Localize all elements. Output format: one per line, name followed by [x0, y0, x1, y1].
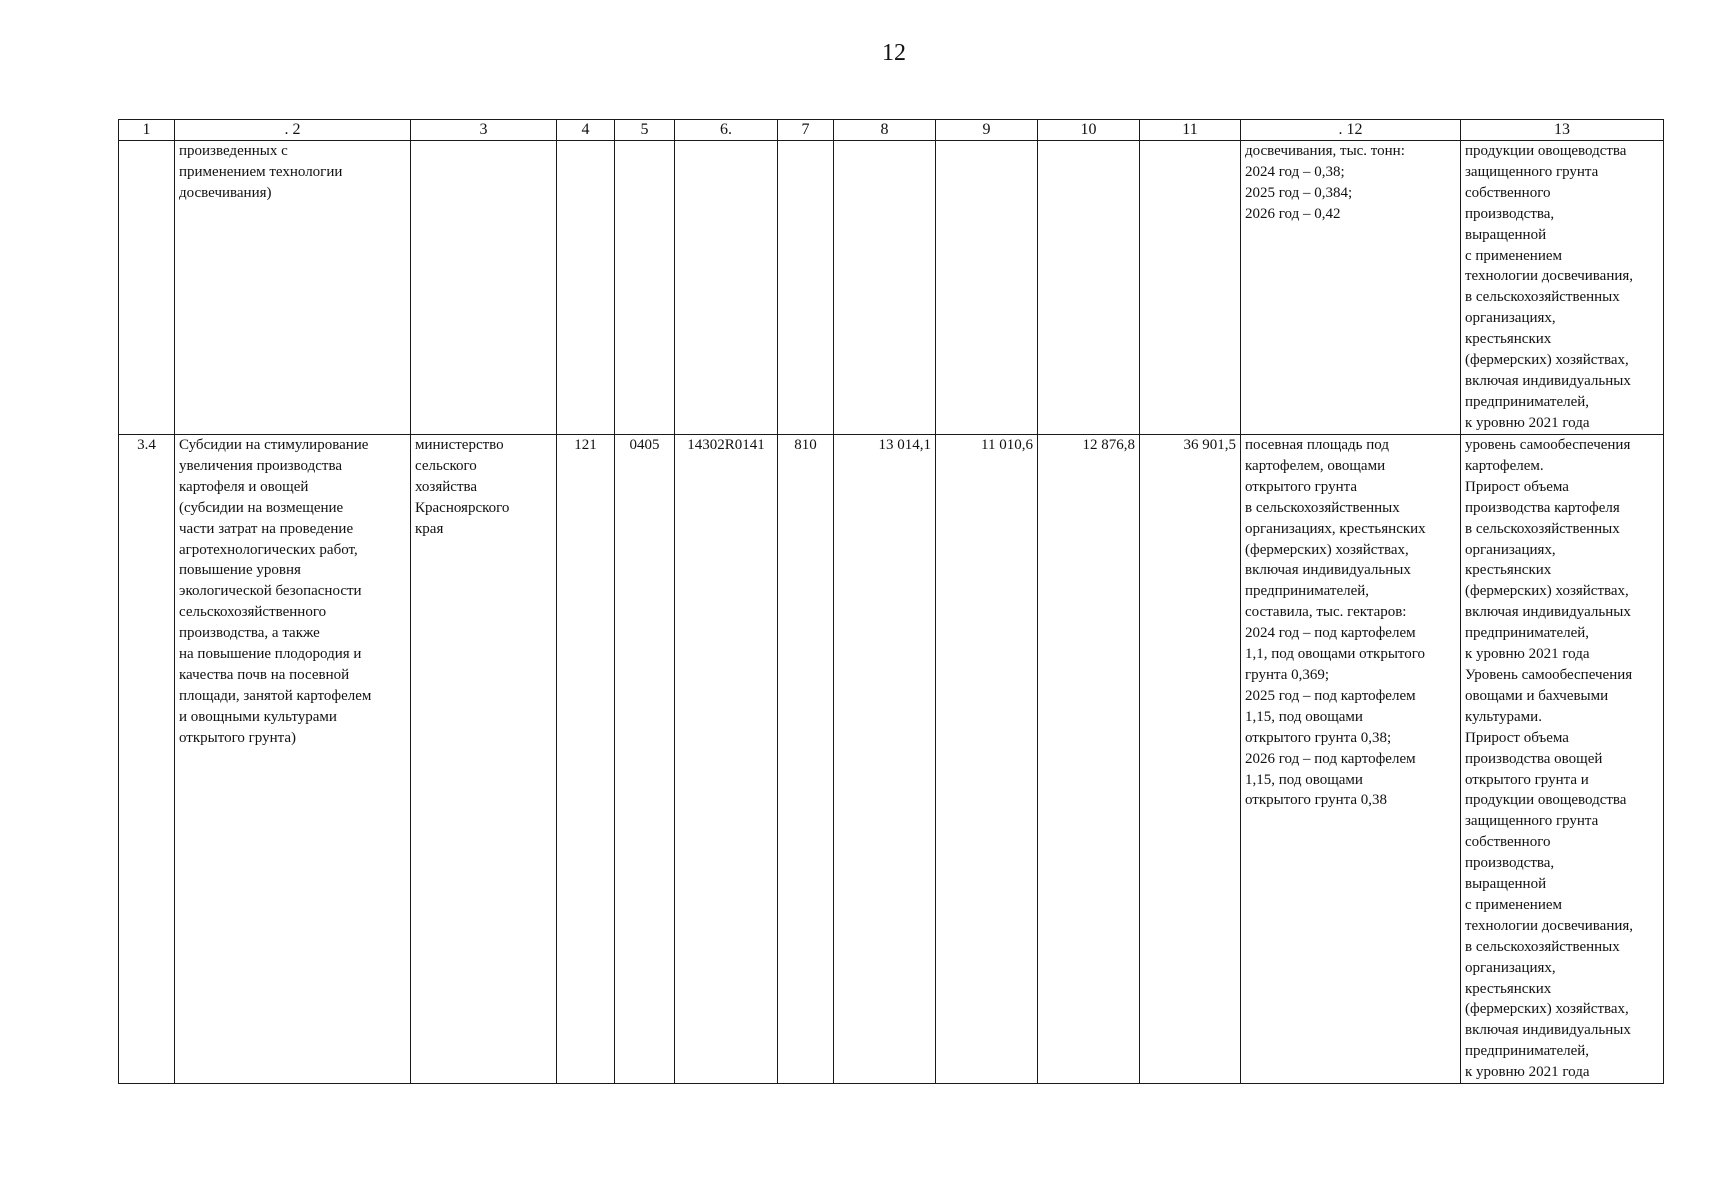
- cell-executor: [411, 141, 557, 435]
- header-col-8: 8: [834, 120, 936, 141]
- header-col-5: 5: [615, 120, 675, 141]
- table-row: [119, 141, 1664, 435]
- cell-executor: министерство сельского хозяйства Красноярского края: [411, 435, 557, 1084]
- cell-csr: 14302R0141: [675, 435, 778, 1084]
- cell-indicator-link: продукции овощеводства защищенного грунта собственного производства, выращенной с применением технологии досвечивания, в сельскохозяйственных организациях, крестьянских (фермерских) хозяйствах, включая индивидуальных предпринимателей, к уровню 2021 года: [1461, 141, 1664, 435]
- header-col-1: 1: [119, 120, 175, 141]
- header-col-7: 7: [778, 120, 834, 141]
- cell-amount-2026: 12 876,8: [1038, 435, 1140, 1084]
- header-col-13: 13: [1461, 120, 1664, 141]
- header-col-12: . 12: [1241, 120, 1461, 141]
- table-row: [119, 435, 1664, 1084]
- cell-amount-2025: 11 010,6: [936, 435, 1038, 1084]
- header-col-3: 3: [411, 120, 557, 141]
- cell-indicator-link: уровень самообеспечения картофелем. Прирост объема производства картофеля в сельскохозяйственных организациях, крестьянских (фермерских) хозяйствах, включая индивидуальных предпринимателей, к уровню 2021 года Уровень самообеспечения овощами и бахчевыми культурами. Прирост объема производства овощей открытого грунта и продукции овощеводства защищенного грунта собственного производства, выращенной с применением технологии досвечивания, в сельскохозяйственных организациях, крестьянских (фермерских) хозяйствах, включая индивидуальных предпринимателей, к уровню 2021 года: [1461, 435, 1664, 1084]
- header-col-2: . 2: [175, 120, 411, 141]
- cell-amount-2024: [834, 141, 936, 435]
- cell-amount-total: [1140, 141, 1241, 435]
- header-col-9: 9: [936, 120, 1038, 141]
- header-col-11: 11: [1140, 120, 1241, 141]
- cell-number: [119, 141, 175, 435]
- header-col-6: 6.: [675, 120, 778, 141]
- page-number: 12: [882, 40, 906, 66]
- cell-vr: 810: [778, 435, 834, 1084]
- header-row: [119, 120, 1664, 141]
- cell-measure-name: Субсидии на стимулирование увеличения производства картофеля и овощей (субсидии на возмещение части затрат на проведение агротехнологических работ, повышение уровня экологической безопасности сельскохозяйственного производства, а также на повышение плодородия и качества почв на посевной площади, занятой картофелем и овощными культурами открытого грунта): [175, 435, 411, 1084]
- cell-amount-2024: 13 014,1: [834, 435, 936, 1084]
- header-col-4: 4: [557, 120, 615, 141]
- cell-expected-result: досвечивания, тыс. тонн: 2024 год – 0,38; 2025 год – 0,384; 2026 год – 0,42: [1241, 141, 1461, 435]
- cell-vr: [778, 141, 834, 435]
- program-table: [118, 119, 1664, 1084]
- cell-measure-name: произведенных с применением технологии досвечивания): [175, 141, 411, 435]
- cell-expected-result: посевная площадь под картофелем, овощами открытого грунта в сельскохозяйственных организациях, крестьянских (фермерских) хозяйствах, включая индивидуальных предпринимателей, составила, тыс. гектаров: 2024 год – под картофелем 1,1, под овощами открытого грунта 0,369; 2025 год – под картофелем 1,15, под овощами открытого грунта 0,38; 2026 год – под картофелем 1,15, под овощами открытого грунта 0,38: [1241, 435, 1461, 1084]
- cell-csr: [675, 141, 778, 435]
- cell-amount-total: 36 901,5: [1140, 435, 1241, 1084]
- cell-rzpr: [615, 141, 675, 435]
- header-col-10: 10: [1038, 120, 1140, 141]
- cell-amount-2025: [936, 141, 1038, 435]
- cell-number: 3.4: [119, 435, 175, 1084]
- cell-rzpr: 0405: [615, 435, 675, 1084]
- cell-amount-2026: [1038, 141, 1140, 435]
- cell-grbs: [557, 141, 615, 435]
- cell-grbs: 121: [557, 435, 615, 1084]
